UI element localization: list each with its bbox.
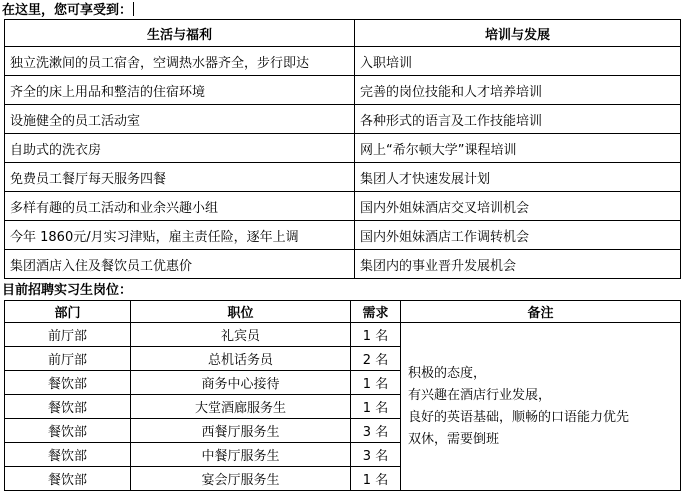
remark-line: 有兴趣在酒店行业发展， (408, 387, 552, 403)
position-cell: 中餐厅服务生 (131, 443, 351, 467)
positions-heading: 目前招聘实习生岗位： (2, 283, 133, 298)
position-cell: 西餐厅服务生 (131, 419, 351, 443)
remark-line: 积极的态度， (408, 365, 487, 381)
column-header-position: 职位 (131, 301, 351, 323)
position-cell: 宴会厅服务生 (131, 467, 351, 491)
training-cell: 集团内的事业晋升发展机会 (355, 250, 681, 279)
benefits-heading-text: 在这里，您可享受到： (2, 3, 133, 18)
demand-cell: 3 名 (351, 419, 401, 443)
column-header-demand: 需求 (351, 301, 401, 323)
position-cell: 总机话务员 (131, 347, 351, 371)
benefits-header-row (5, 20, 681, 47)
table-row (5, 250, 681, 279)
column-header-life-welfare: 生活与福利 (5, 20, 355, 47)
remarks-cell (401, 323, 681, 491)
column-header-department: 部门 (5, 301, 131, 323)
training-cell: 网上“希尔顿大学”课程培训 (355, 134, 681, 163)
demand-cell: 1 名 (351, 323, 401, 347)
department-cell: 餐饮部 (5, 395, 131, 419)
column-header-training: 培训与发展 (355, 20, 681, 47)
position-cell: 礼宾员 (131, 323, 351, 347)
position-cell: 商务中心接待 (131, 371, 351, 395)
department-cell: 前厅部 (5, 323, 131, 347)
demand-cell: 1 名 (351, 467, 401, 491)
training-cell: 集团人才快速发展计划 (355, 163, 681, 192)
table-row (5, 134, 681, 163)
demand-cell: 3 名 (351, 443, 401, 467)
training-cell: 国内外姐妹酒店交叉培训机会 (355, 192, 681, 221)
welfare-cell: 多样有趣的员工活动和业余兴趣小组 (5, 192, 355, 221)
training-cell: 各种形式的语言及工作技能培训 (355, 105, 681, 134)
positions-header-row (5, 301, 681, 323)
department-cell: 前厅部 (5, 347, 131, 371)
welfare-cell: 齐全的床上用品和整洁的住宿环境 (5, 76, 355, 105)
welfare-cell: 今年 1860元/月实习津贴，雇主责任险，逐年上调 (5, 221, 355, 250)
training-cell: 入职培训 (355, 47, 681, 76)
demand-cell: 1 名 (351, 371, 401, 395)
welfare-cell: 免费员工餐厅每天服务四餐 (5, 163, 355, 192)
welfare-cell: 设施健全的员工活动室 (5, 105, 355, 134)
position-cell: 大堂酒廊服务生 (131, 395, 351, 419)
department-cell: 餐饮部 (5, 371, 131, 395)
training-cell: 完善的岗位技能和人才培养培训 (355, 76, 681, 105)
table-row (5, 163, 681, 192)
remark-line: 双休，需要倒班 (408, 431, 500, 447)
positions-table (4, 300, 681, 491)
department-cell: 餐饮部 (5, 467, 131, 491)
welfare-cell: 集团酒店入住及餐饮员工优惠价 (5, 250, 355, 279)
demand-cell: 1 名 (351, 395, 401, 419)
department-cell: 餐饮部 (5, 443, 131, 467)
table-row (5, 47, 681, 76)
training-cell: 国内外姐妹酒店工作调转机会 (355, 221, 681, 250)
welfare-cell: 自助式的洗衣房 (5, 134, 355, 163)
table-row (5, 323, 681, 347)
table-row (5, 221, 681, 250)
text-cursor (133, 2, 134, 16)
benefits-heading (2, 2, 134, 19)
benefits-table (4, 19, 681, 279)
welfare-cell: 独立洗漱间的员工宿舍，空调热水器齐全，步行即达 (5, 47, 355, 76)
table-row (5, 192, 681, 221)
column-header-remarks: 备注 (401, 301, 681, 323)
demand-cell: 2 名 (351, 347, 401, 371)
remark-line: 良好的英语基础，顺畅的口语能力优先 (408, 409, 630, 425)
table-row (5, 105, 681, 134)
table-row (5, 76, 681, 105)
department-cell: 餐饮部 (5, 419, 131, 443)
